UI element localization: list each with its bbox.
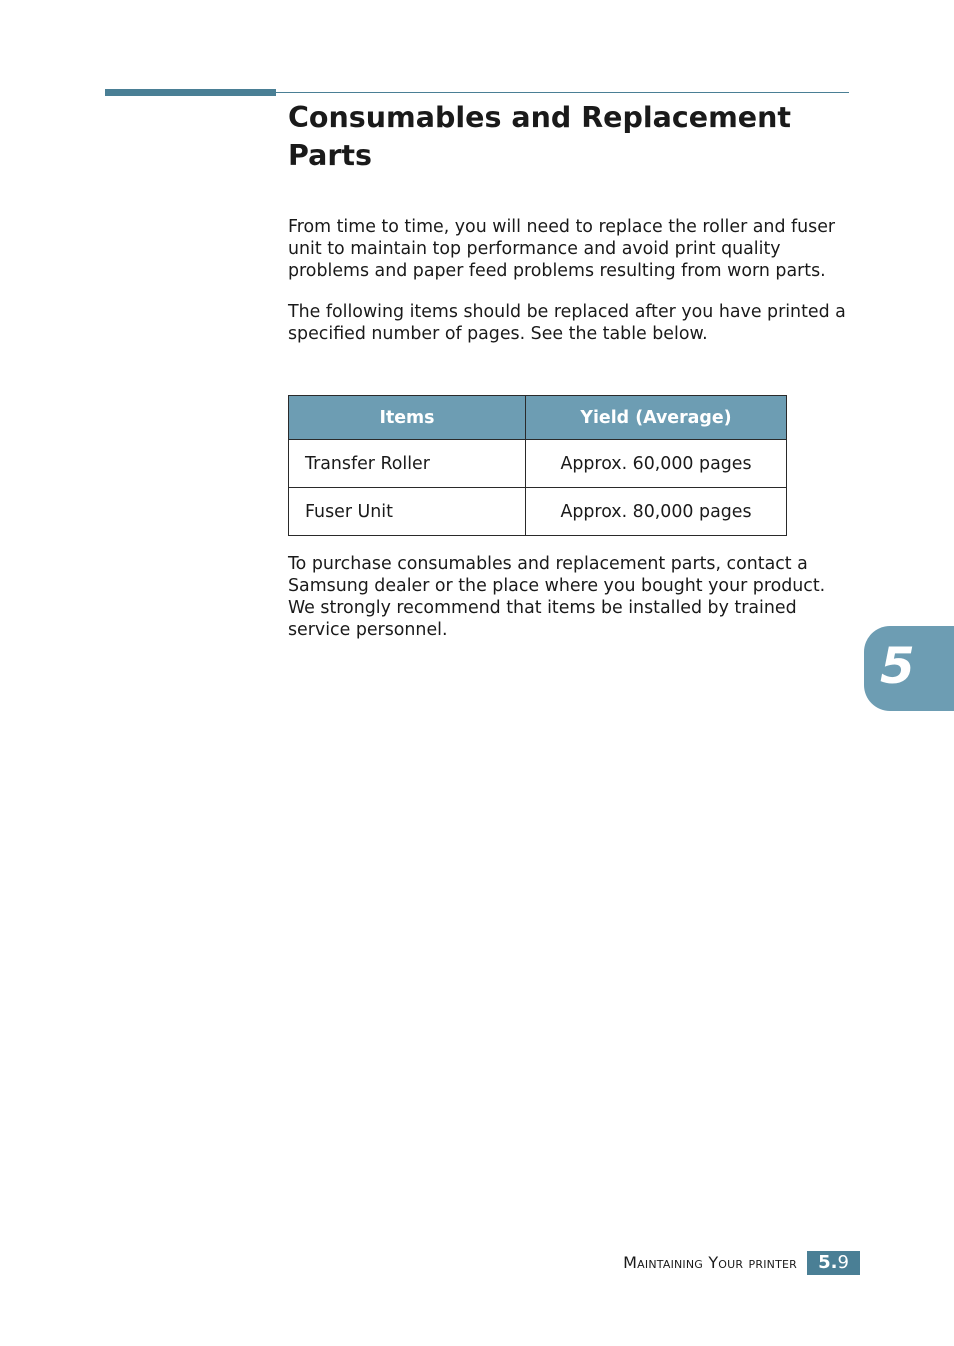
- consumables-table: [288, 395, 787, 536]
- table-cell-item: Transfer Roller: [289, 440, 526, 488]
- page-number: 9: [837, 1252, 849, 1273]
- table-row: [289, 440, 787, 488]
- column-header-items: Items: [289, 396, 526, 440]
- table-row: [289, 488, 787, 536]
- intro-paragraph: From time to time, you will need to replace the roller and fuser unit to maintain top performance and avoid print quality problems and paper feed problems resulting from worn parts.: [288, 217, 836, 281]
- header-rule-thick: [105, 89, 276, 96]
- table-cell-yield: Approx. 80,000 pages: [526, 488, 787, 536]
- header-rule-thin: [276, 92, 849, 93]
- table-cell-item: Fuser Unit: [289, 488, 526, 536]
- column-header-yield: Yield (Average): [526, 396, 787, 440]
- table-header-row: [289, 396, 787, 440]
- footer-section-title: Maintaining Your printer: [623, 1253, 797, 1272]
- replacement-paragraph: The following items should be replaced after you have printed a specified number of pages. See the table below.: [288, 302, 846, 344]
- page-number-box: [807, 1251, 860, 1275]
- table-cell-yield: Approx. 60,000 pages: [526, 440, 787, 488]
- chapter-number: 5: [880, 637, 915, 695]
- page-chapter: 5.: [818, 1252, 838, 1273]
- purchase-paragraph: To purchase consumables and replacement parts, contact a Samsung dealer or the place where you bought your product. We strongly recommend that items be installed by trained service personnel.: [288, 554, 826, 640]
- page-title: Consumables and Replacement Parts: [288, 101, 792, 172]
